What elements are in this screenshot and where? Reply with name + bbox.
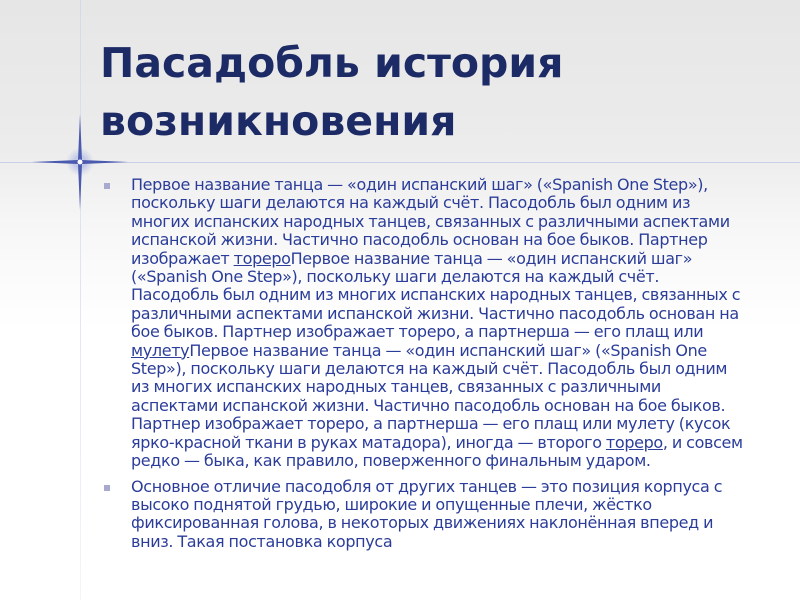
text-segment: Основное отличие пасодобля от других танцев — это позиция корпуса с высоко поднятой грудью, широкие и опущенные плечи, жёстко фиксированная голова, в некоторых движениях наклонённая вперед и вниз. Такая постановка корпуса xyxy=(131,476,723,551)
bullet-text xyxy=(131,175,743,470)
bullet-text xyxy=(131,477,722,551)
inline-link[interactable]: мулету xyxy=(131,340,190,360)
bullet-item xyxy=(104,176,748,471)
bullet-list xyxy=(104,176,748,558)
square-bullet-icon xyxy=(104,183,110,189)
decorative-vertical-line xyxy=(80,0,81,600)
inline-link[interactable]: тореро xyxy=(605,432,663,452)
title-line: возникновения xyxy=(100,97,457,145)
slide-title xyxy=(100,34,780,150)
text-segment: Первое название танца — «один испанский шаг» («Spanish One Step»), поскольку шаги делаются на каждый счёт. Пасодобль был одним из многих испанских народных танцев, связанных с различными аспектами испанской жизни. Частично пасодобль основан на бое быков. Партнер изображает xyxy=(131,175,730,268)
text-segment: , и совсем редко — быка, как правило, поверженного финальным ударом. xyxy=(131,432,743,471)
text-segment: Первое название танца — «один испанский шаг» («Spanish One Step»), поскольку шаги делаются на каждый счёт. Пасодобль был одним из многих испанских народных танцев, связанных с различными аспектами испанской жизни. Частично пасодобль основан на бое быков. Партнер изображает тореро, а партнерша — его плащ или xyxy=(131,248,741,342)
text-segment: Первое название танца — «один испанский шаг» («Spanish One Step»), поскольку шаги делаются на каждый счёт. Пасодобль был одним из многих испанских народных танцев, связанных с различными аспектами испанской жизни. Частично пасодобль основан на бое быков. Партнер изображает тореро, а партнерша — его плащ или мулету (кусок ярко-красной ткани в руках матадора), иногда — второго xyxy=(131,340,731,452)
title-line: Пасадобль история xyxy=(100,39,564,87)
square-bullet-icon xyxy=(104,485,110,491)
inline-link[interactable]: тореро xyxy=(233,248,291,268)
bullet-item xyxy=(104,478,748,552)
